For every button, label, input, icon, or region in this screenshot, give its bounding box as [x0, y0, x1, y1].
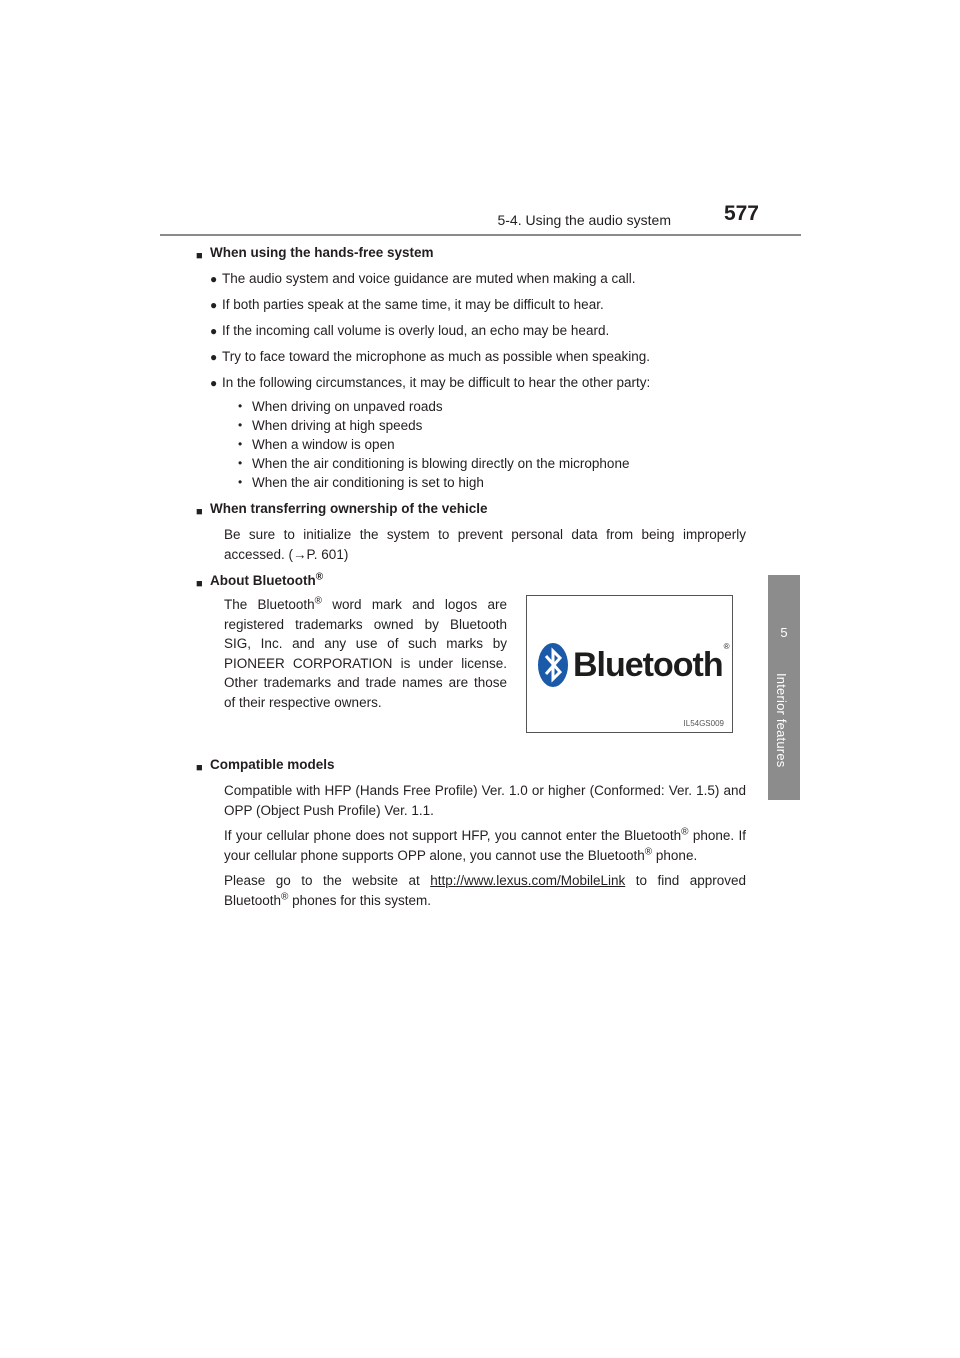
page-header [160, 200, 801, 236]
square-bullet-icon: ■ [196, 506, 203, 518]
website-paragraph: Please go to the website at http://www.lexus.com/MobileLink to find approved Bluetooth® phones for this system. [224, 873, 746, 908]
round-bullet-icon: ● [210, 324, 218, 338]
list-item: • When the air conditioning is set to high [236, 473, 746, 492]
chapter-number: 5 [780, 625, 788, 640]
bluetooth-info-row [210, 595, 746, 755]
figure-code: IL54GS009 [683, 719, 724, 728]
arrow-right-icon: → [293, 546, 307, 562]
square-bullet-icon: ■ [196, 762, 203, 774]
chapter-tab[interactable] [768, 575, 800, 800]
hfp-paragraph: If your cellular phone does not support HFP, you cannot enter the Bluetooth® phone. If your cellular phone supports OPP alone, you cannot use the Bluetooth® phone. [224, 826, 746, 863]
heading-compatible-models: ■ Compatible models [196, 755, 746, 775]
list-item: ● Try to face toward the microphone as much as possible when speaking. [210, 347, 746, 367]
bluetooth-logo [537, 642, 730, 688]
round-bullet-icon: ● [210, 298, 218, 312]
chapter-label: Interior features [774, 673, 789, 768]
section-title: 5-4. Using the audio system [497, 212, 671, 228]
circumstance-list [236, 397, 746, 492]
heading-about-bluetooth: ■ About Bluetooth® [196, 571, 746, 591]
compatibility-paragraph: Compatible with HFP (Hands Free Profile) Ver. 1.0 or higher (Conformed: Ver. 1.5) and OPP (Object Push Profile) Ver. 1.1. [224, 783, 746, 818]
transfer-paragraph: Be sure to initialize the system to prevent personal data from being improperly accessed. (→P. 601) [224, 527, 746, 562]
page-content [196, 243, 746, 910]
list-item: • When the air conditioning is blowing directly on the microphone [236, 454, 746, 473]
list-item: ● In the following circumstances, it may be difficult to hear the other party: [210, 373, 746, 393]
registered-mark: ® [723, 642, 730, 651]
page-reference-link[interactable]: P. 601) [306, 546, 349, 562]
round-bullet-icon: ● [210, 376, 218, 390]
list-item: ● The audio system and voice guidance are muted when making a call. [210, 269, 746, 289]
list-item: • When driving on unpaved roads [236, 397, 746, 416]
square-bullet-icon: ■ [196, 250, 203, 262]
list-item: ● If both parties speak at the same time, it may be difficult to hear. [210, 295, 746, 315]
bluetooth-icon [537, 642, 569, 688]
mobilelink-url-link[interactable]: http://www.lexus.com/MobileLink [430, 873, 626, 888]
page-number: 577 [723, 202, 759, 225]
heading-transfer: ■ When transferring ownership of the vehicle [196, 499, 746, 519]
list-item: ● If the incoming call volume is overly loud, an echo may be heard. [210, 321, 746, 341]
bluetooth-wordmark: Bluetooth [573, 645, 723, 684]
bluetooth-logo-figure [526, 595, 733, 733]
square-bullet-icon: ■ [196, 578, 203, 590]
heading-hands-free: ■ When using the hands-free system [196, 243, 746, 263]
round-bullet-icon: ● [210, 272, 218, 286]
list-item: • When driving at high speeds [236, 416, 746, 435]
list-item: • When a window is open [236, 435, 746, 454]
trademark-paragraph: The Bluetooth® word mark and logos are registered trademarks owned by Bluetooth SIG, Inc. and any use of such marks by PIONEER CORPORATION is under license. Other trademarks and trade names are those of their respective owners. [224, 595, 508, 710]
round-bullet-icon: ● [210, 350, 218, 364]
